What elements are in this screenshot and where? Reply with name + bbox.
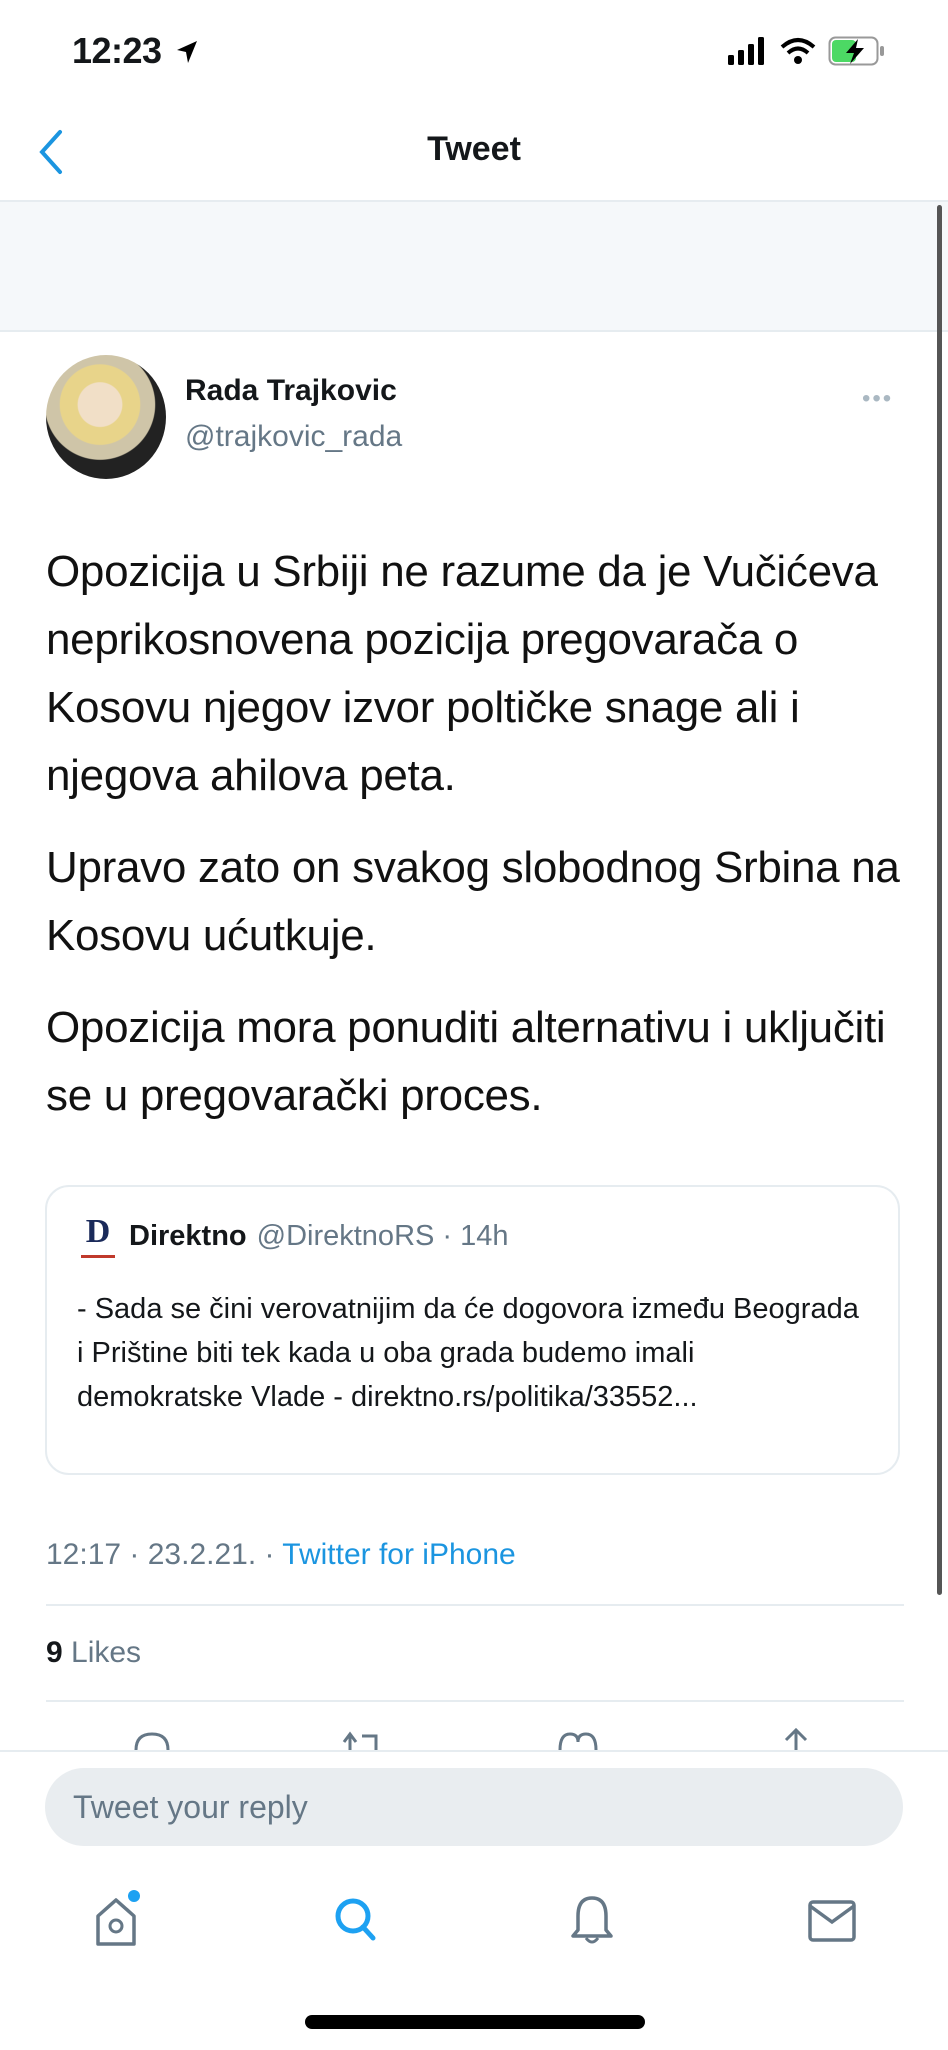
avatar[interactable] [46,355,166,479]
bell-icon [564,1888,620,1952]
location-arrow-icon [175,39,199,65]
search-icon [329,1888,385,1952]
divider [46,1700,904,1702]
clock-text: 12:23 [72,30,162,71]
more-options-icon[interactable]: ••• [862,385,894,412]
mail-icon [804,1888,860,1952]
likes-label: Likes [62,1636,142,1669]
like-icon[interactable] [556,1730,600,1750]
author-name[interactable]: Rada Trajkovic [185,374,397,407]
home-indicator [305,2015,645,2029]
cellular-signal-icon [728,37,768,65]
tweet-paragraph: Opozicija mora ponuditi alternativu i uključiti se u pregovarački proces. [46,1003,886,1120]
tab-bar [0,1880,948,1960]
quoted-tweet-text: - Sada se čini verovatnijim da će dogovora između Beograda i Prištine biti tek kada u oba grada budemo imali demokratske Vlade - direktno.rs/politika/33552... [77,1293,859,1413]
home-icon [90,1888,146,1952]
tweet-text [46,538,926,1154]
author-handle[interactable]: @trajkovic_rada [185,420,403,453]
status-bar-time [72,30,199,72]
share-icon[interactable] [780,1728,812,1750]
tab-messages[interactable] [800,1880,864,1960]
battery-charging-icon [828,36,886,66]
tweet-actions [0,1720,948,1750]
quoted-tweet-header [81,1215,509,1258]
tab-notifications[interactable] [560,1880,624,1960]
time-date: 12:17 · 23.2.21. · [46,1538,283,1571]
quoted-tweet-card[interactable] [45,1185,900,1475]
status-icons [728,36,886,66]
quoted-author-name: Direktno [129,1220,247,1252]
quoted-author-handle-time: @DirektnoRS · 14h [256,1220,509,1252]
wifi-icon [780,37,816,65]
tweet-paragraph: Opozicija u Srbiji ne razume da je Vučićeva neprikosnovena pozicija pregovarača o Kosovu njegov izvor poltičke snage ali i njegova ahilova peta. [46,547,878,800]
reply-icon[interactable] [132,1730,172,1750]
tab-home[interactable] [86,1880,150,1960]
divider [46,1604,904,1606]
page-title: Tweet [427,130,521,168]
notification-badge [128,1890,140,1902]
tab-search[interactable] [325,1880,389,1960]
header-spacer [0,200,948,332]
likes-number: 9 [46,1636,63,1669]
tweet-paragraph: Upravo zato on svakog slobodnog Srbina na Kosovu ućutkuje. [46,843,900,960]
scrollbar[interactable] [937,205,942,1595]
direktno-logo-icon: D [81,1215,115,1258]
likes-count[interactable] [46,1636,141,1670]
retweet-icon[interactable] [340,1730,384,1750]
tweet-timestamp [46,1538,516,1572]
source-link[interactable]: Twitter for iPhone [282,1538,516,1571]
reply-input[interactable]: Tweet your reply [45,1768,903,1846]
